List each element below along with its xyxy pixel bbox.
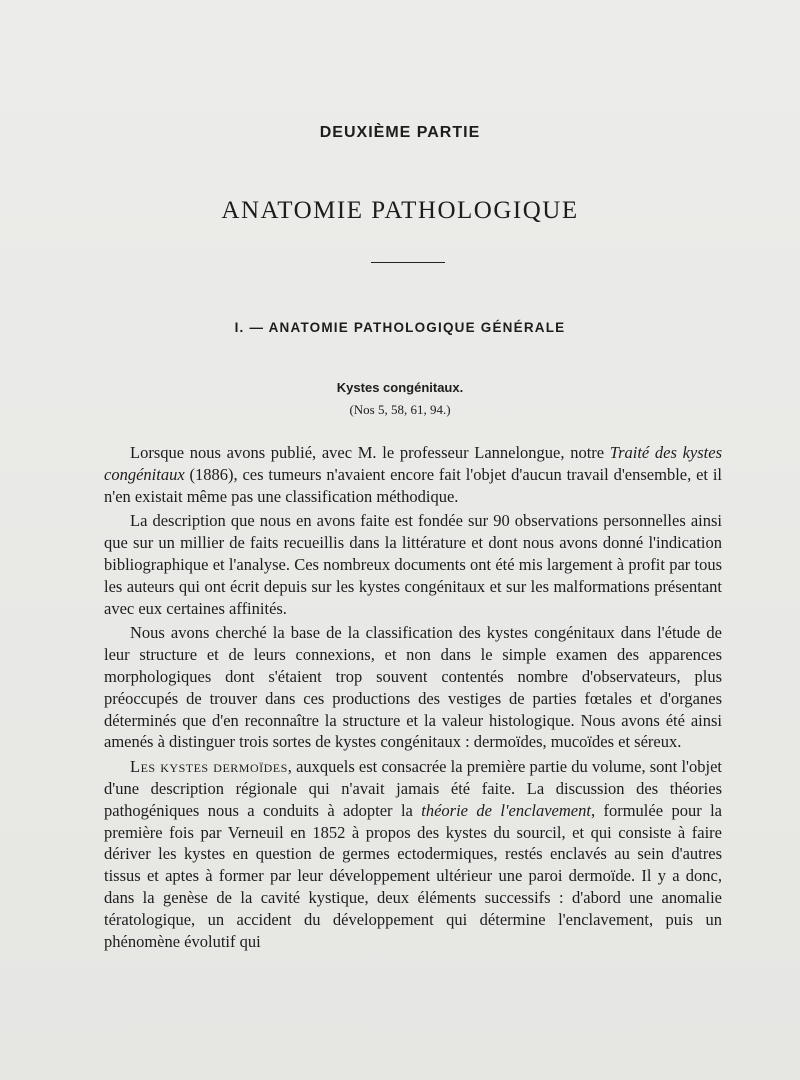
paragraph-1-text-a: Lorsque nous avons publié, avec M. le professeur Lannelongue, notre	[130, 443, 610, 462]
paragraph-4-theory: théorie de l'enclavement	[421, 800, 591, 820]
paragraph-1-book-title: Traité des kystes congénitaux	[104, 443, 722, 484]
paragraph-1	[104, 442, 722, 507]
paragraph-4-text-b: , formulée pour la première fois par Verneuil en 1852 à propos des kystes du sourcil, et qui consiste à faire dériver les kystes en question de germes ectodermiques, restés enclavés au sein d'autres tissus et aptes à former par leur développement ultérieur une paroi dermoïde. Il y a donc, dans la genèse de la cavité kystique, deux éléments successifs : d'abord une anomalie tératologique, un accident du développement qui détermine l'enclavement, puis un phénomène évolutif qui	[104, 800, 722, 951]
paragraph-1-text-b: (1886), ces tumeurs n'avaient encore fait l'objet d'aucun travail d'ensemble, et il n'en existait même pas une classification méthodique.	[104, 464, 722, 506]
part-heading: DEUXIÈME PARTIE	[319, 124, 481, 141]
page-title: ANATOMIE PATHOLOGIQUE	[221, 197, 579, 224]
subsection-heading: Kystes congénitaux.	[336, 380, 464, 395]
paragraph-4	[104, 756, 722, 952]
body-text	[104, 442, 722, 955]
section-heading: I. — ANATOMIE PATHOLOGIQUE GÉNÉRALE	[234, 320, 566, 335]
paragraph-4-lead: Les kystes dermoïdes	[130, 757, 288, 777]
references-note: (Nos 5, 58, 61, 94.)	[349, 402, 451, 417]
title-divider	[371, 262, 445, 263]
paragraph-3: Nous avons cherché la base de la classification des kystes congénitaux dans l'étude de leur structure et de leurs connexions, et non dans le simple examen des apparences morphologiques dont s'étaient trop souvent contentés nombre d'observateurs, plus préoccupés de trouver dans ces productions des vestiges de parties fœtales et d'organes déterminés que d'en reconnaître la structure et la valeur histologique. Nous avons été ainsi amenés à distinguer trois sortes de kystes congénitaux : dermoïdes, mucoïdes et séreux.	[104, 623, 722, 752]
paragraph-2: La description que nous en avons faite est fondée sur 90 observations personnelles ainsi que sur un millier de faits recueillis dans la littérature et dont nous avons donné l'indication bibliographique et l'analyse. Ces nombreux documents ont été mis largement à profit par tous les auteurs qui ont écrit depuis sur les kystes congénitaux et sur les malformations présentant avec eux certaines affinités.	[104, 511, 722, 618]
paragraph-4-text-a: , auxquels est consacrée la première partie du volume, sont l'objet d'une description régionale qui n'avait jamais été faite. La discussion des théories pathogéniques nous a conduits à adopter la	[104, 757, 722, 820]
